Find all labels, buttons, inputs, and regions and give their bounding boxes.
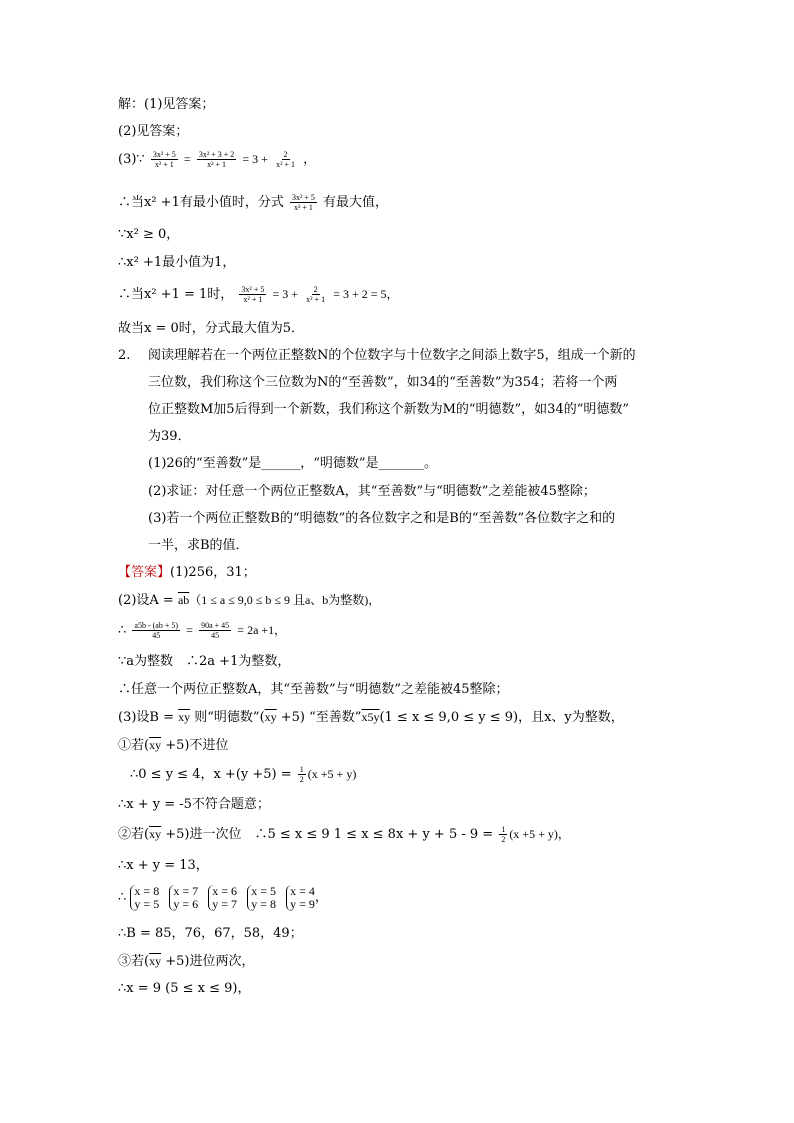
- answer-line-1: [118, 564, 256, 582]
- sub-question-2: (2)求证：对任意一个两位正整数A，其“至善数”与“明德数”之差能被45整除；: [148, 484, 596, 499]
- numerator: a5b - (ab + 5): [134, 621, 179, 630]
- sub-question-1: (1)26的“至善数”是______，“明德数”是_______。: [148, 456, 438, 471]
- text: = 3 +: [272, 287, 299, 301]
- equation: x = 4: [290, 883, 315, 898]
- equation: y = 8: [251, 896, 276, 911]
- text: 有最大值，: [323, 195, 389, 210]
- question-paragraph-2: 三位数，我们称这个三位数为N的“至善数”，如34的“至善数”为354；若将一个两: [148, 375, 618, 390]
- denominator: 2: [501, 835, 506, 844]
- text: ∴: [118, 623, 127, 638]
- text: ②若(: [118, 827, 150, 842]
- solution-line-7: [118, 285, 399, 304]
- numerator: 1: [501, 825, 506, 834]
- solution-line-8: 故当x = 0时，分式最大值为5．: [118, 321, 305, 336]
- text: = 3 + 2 = 5，: [333, 287, 399, 301]
- text: ∴当x² +1 = 1时，: [118, 287, 234, 302]
- answer-tag: 【答案】: [118, 565, 171, 580]
- text: +5) “至善数”: [276, 710, 362, 725]
- digit-number: $\overline{xy}$: [149, 827, 162, 841]
- digit-number: $\overline{xy}$: [149, 954, 162, 968]
- sub-question-3: (3)若一个两位正整数B的“明德数”的各位数字之和是B的“至善数”各位数字之和的: [148, 511, 616, 526]
- equation: x = 8: [134, 883, 160, 898]
- case-1-line-1: [118, 736, 228, 755]
- denominator: x² + 1: [207, 160, 226, 169]
- digit-number: x5y: [361, 710, 380, 724]
- digit-number: $\overline{xy}$: [178, 710, 191, 724]
- case-2-result: ∴B = 85，76，67，58，49；: [118, 926, 303, 941]
- text: 则“明德数”(: [190, 710, 265, 725]
- equation-system: [208, 885, 237, 911]
- answer-line-5: ∴任意一个两位正整数A，其“至善数”与“明德数”之差能被45整除；: [118, 682, 509, 697]
- denominator: x² + 1: [293, 203, 313, 212]
- text: ①若(: [118, 738, 150, 753]
- denominator: 2: [299, 775, 304, 784]
- numerator: 1: [299, 765, 304, 774]
- text: = 2a +1，: [237, 623, 287, 637]
- question-paragraph-1: 阅读理解若在一个两位正整数N的个位数字与十位数字之间添上数字5，组成一个新的: [148, 348, 636, 363]
- question-number: 2.: [118, 348, 131, 363]
- fraction: [499, 825, 507, 844]
- equation: y = 5: [134, 896, 160, 911]
- solution-line-6: ∴x² +1最小值为1，: [118, 255, 236, 270]
- equation-system: [286, 885, 315, 911]
- solution-line-4: [118, 193, 388, 212]
- fraction: [298, 765, 306, 784]
- numerator: 90a + 45: [201, 621, 230, 630]
- text: +5)不进位: [161, 738, 229, 753]
- text: ，: [314, 890, 328, 905]
- text: ，: [303, 152, 317, 167]
- fraction: [151, 150, 178, 169]
- denominator: x² + 1: [243, 295, 263, 304]
- text: ∴当x² +1有最小值时，分式: [118, 195, 284, 210]
- fraction: [239, 285, 266, 304]
- case-2-line-2: ∴x + y = 13，: [118, 858, 209, 873]
- text: ∴0 ≤ y ≤ 4，x +(y +5) =: [130, 767, 296, 782]
- fraction: [274, 150, 297, 169]
- text: (3)设B =: [118, 710, 179, 725]
- case-3-line-1: [118, 952, 254, 971]
- text: (3)∵: [118, 152, 145, 167]
- sub-question-3-cont: 一半，求B的值．: [148, 538, 249, 553]
- equation-system: [130, 885, 159, 911]
- numerator: 3x² + 5: [152, 150, 176, 159]
- fraction: [197, 150, 236, 169]
- text: (2)设A =: [118, 593, 178, 608]
- equation: x = 6: [212, 883, 238, 898]
- numerator: 3x² + 5: [291, 193, 315, 202]
- denominator: 45: [152, 631, 161, 640]
- fraction: [132, 621, 180, 640]
- case-1-line-2: [130, 765, 356, 784]
- case-2-line-1: [118, 825, 570, 844]
- numerator: 2: [313, 285, 318, 294]
- denominator: 45: [211, 631, 220, 640]
- numerator: 3x² + 3 + 2: [198, 150, 235, 159]
- answer-line-2: [118, 591, 380, 610]
- fraction: [290, 193, 317, 212]
- solution-line-5: ∵x² ≥ 0，: [118, 227, 180, 242]
- text: (1)256，31；: [170, 565, 256, 580]
- digit-number: $\overline{xy}$: [264, 710, 277, 724]
- text: +5)进一次位 ∴5 ≤ x ≤ 9 1 ≤ x ≤ 8x + y + 5 - 9 =: [161, 827, 498, 842]
- case-3-line-2: ∴x = 9 (5 ≤ x ≤ 9)，: [118, 981, 251, 996]
- answer-line-6: [118, 708, 624, 727]
- equation: y = 6: [173, 896, 199, 911]
- question-paragraph-3: 位正整数M加5后得到一个新数，我们称这个新数为M的“明德数”，如34的“明德数”: [148, 402, 630, 417]
- text: +5)进位两次，: [161, 954, 255, 969]
- fraction: [199, 621, 231, 640]
- numerator: 3x² + 5: [241, 285, 265, 294]
- text: (x +5 + y)，: [509, 827, 570, 841]
- question-paragraph-4: 为39．: [148, 429, 191, 444]
- case-2-solutions: [118, 883, 328, 913]
- answer-line-4: ∵a为整数 ∴2a +1为整数，: [118, 654, 291, 669]
- answer-line-3: [118, 621, 286, 640]
- text: ③若(: [118, 954, 150, 969]
- case-1-line-3: ∴x + y = -5不符合题意；: [118, 797, 270, 812]
- solution-line-3: [118, 150, 316, 169]
- solution-line-1: 解：(1)见答案；: [118, 97, 215, 112]
- text: (1 ≤ x ≤ 9,0 ≤ y ≤ 9)，且x、y为整数，: [379, 710, 624, 725]
- therefore-symbol: ∴: [118, 890, 127, 905]
- solution-line-2: (2)见答案；: [118, 124, 189, 139]
- denominator: x² + 1: [154, 160, 174, 169]
- text: =: [186, 623, 193, 637]
- fraction: [304, 285, 327, 304]
- digit-number: $\overline{xy}$: [149, 738, 162, 752]
- equation-system: [247, 885, 276, 911]
- numerator: 2: [283, 150, 288, 159]
- text: （1 ≤ a ≤ 9,0 ≤ b ≤ 9 且a、b为整数)，: [189, 593, 381, 607]
- equation: y = 9: [290, 896, 315, 911]
- equation: x = 5: [251, 883, 276, 898]
- equation: x = 7: [173, 883, 199, 898]
- text: (x +5 + y): [307, 767, 357, 781]
- equation: y = 7: [212, 896, 238, 911]
- text: = 3 +: [242, 152, 268, 166]
- digit-number: $\overline{ab}$: [177, 593, 190, 607]
- denominator: x² + 1: [276, 160, 295, 169]
- equation-system: [169, 885, 198, 911]
- text: =: [183, 152, 191, 166]
- denominator: x² + 1: [306, 295, 326, 304]
